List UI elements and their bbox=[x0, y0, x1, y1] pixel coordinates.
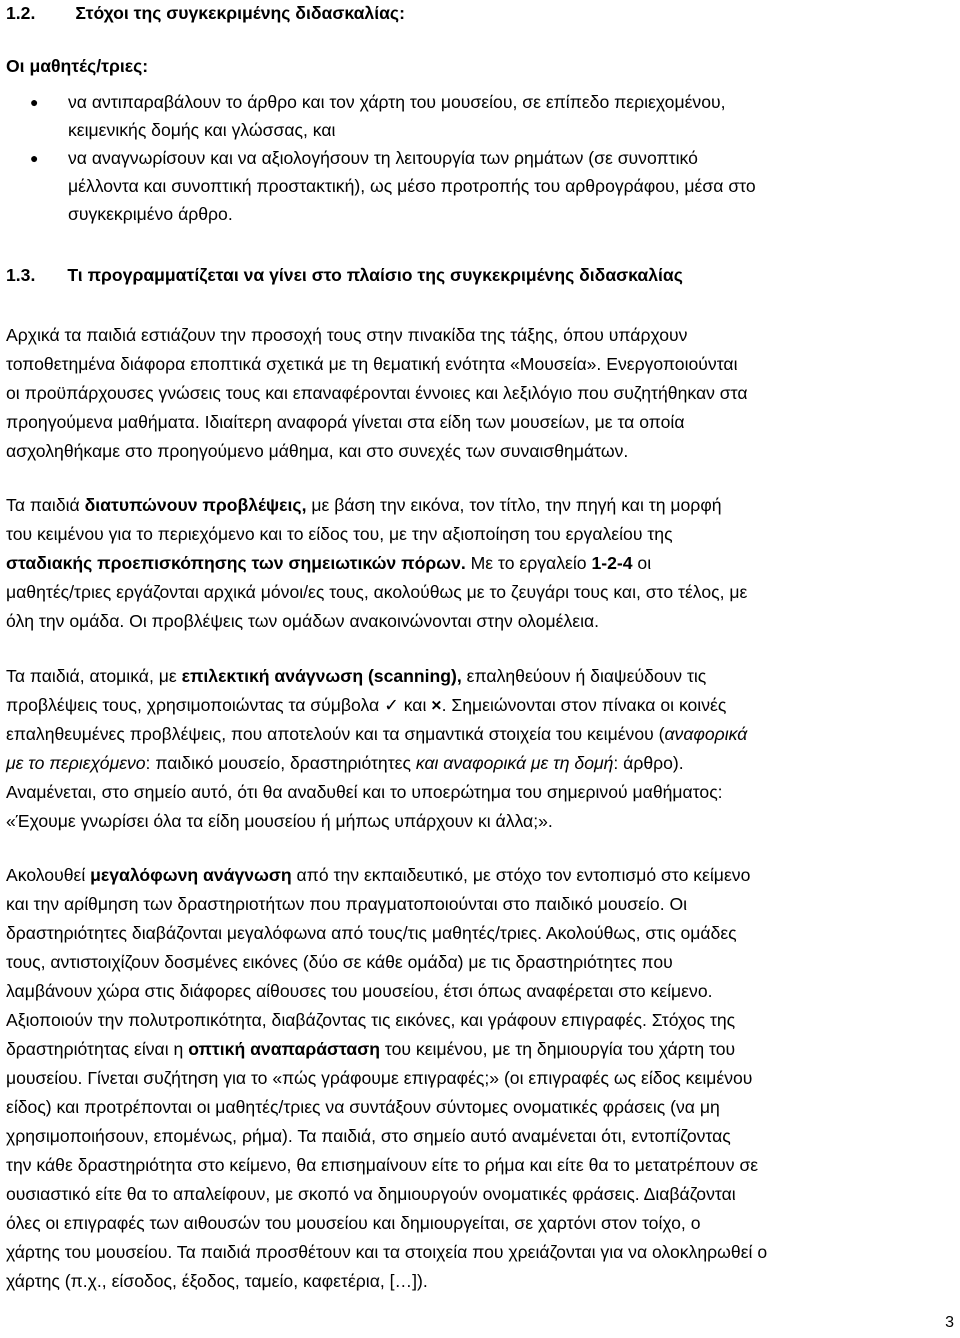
section-title: Τι προγραμματίζεται να γίνει στο πλαίσιο της συγκεκριμένης διδασκαλίας bbox=[67, 265, 683, 285]
paragraph-4-line: είδος) και προτρέπονται οι μαθητές/τριες να συντάξουν σύντομες ονοματικές φράσεις (να μη bbox=[6, 1097, 720, 1117]
section-number: 1.2. bbox=[6, 3, 36, 23]
section-title: Στόχοι της συγκεκριμένης διδασκαλίας: bbox=[75, 3, 405, 23]
paragraph-4-line: δραστηριότητες διαβάζονται μεγαλόφωνα από τους/τις μαθητές/τριες. Ακολούθως, στις ομάδες bbox=[6, 923, 737, 943]
paragraph-4-line: χάρτης (π.χ., είσοδος, έξοδος, ταμείο, καφετέρια, […]). bbox=[6, 1271, 428, 1291]
paragraph-1-line: ασχοληθήκαμε στο προηγούμενο μάθημα, και στο συνεχές των συναισθημάτων. bbox=[6, 441, 629, 461]
paragraph-2-line: σταδιακής προεπισκόπησης των σημειωτικών πόρων. Με το εργαλείο 1-2-4 οι bbox=[6, 553, 652, 573]
learners-label: Οι μαθητές/τριες: bbox=[6, 56, 149, 76]
emphasis: 1-2-4 bbox=[591, 553, 633, 573]
section-number: 1.3. bbox=[6, 265, 36, 285]
paragraph-4-line: Αξιοποιούν την πολυτροπικότητα, διαβάζοντας τις εικόνες, και γράφουν επιγραφές. Στόχος της bbox=[6, 1010, 736, 1030]
bullet-1-line-1: να αντιπαραβάλουν το άρθρο και τον χάρτη του μουσείου, σε επίπεδο περιεχομένου, bbox=[68, 92, 726, 112]
paragraph-1-line: οι προϋπάρχουσες γνώσεις τους και επαναφέρονται έννοιες και λεξιλόγιο που συζητήθηκαν στα bbox=[6, 383, 748, 403]
paragraph-1-line: Αρχικά τα παιδιά εστιάζουν την προσοχή τους στην πινακίδα της τάξης, όπου υπάρχουν bbox=[6, 325, 688, 345]
bullet-icon: ● bbox=[30, 94, 39, 110]
bullet-2-line-2: μέλλοντα και συνοπτική προστακτική), ως μέσο προτροπής του αρθρογράφου, μέσα στο bbox=[68, 176, 756, 196]
emphasis: μεγαλόφωνη ανάγνωση bbox=[90, 865, 292, 885]
bullet-2-line-3: συγκεκριμένο άρθρο. bbox=[68, 204, 233, 224]
paragraph-3-line: επαληθευμένες προβλέψεις, που αποτελούν και τα σημαντικά στοιχεία του κειμένου (αναφορικά bbox=[6, 724, 748, 744]
section-heading-1-3 bbox=[6, 264, 956, 286]
emphasis: σταδιακής προεπισκόπησης των σημειωτικών πόρων. bbox=[6, 553, 466, 573]
paragraph-4-line: χάρτης του μουσείου. Τα παιδιά προσθέτουν και τα στοιχεία που χρειάζονται για να ολοκληρωθεί ο bbox=[6, 1242, 768, 1262]
paragraph-4-line: ουσιαστικό είτε θα το απαλείφουν, με σκοπό να δημιουργούν ονοματικές φράσεις. Διαβάζονται bbox=[6, 1184, 736, 1204]
paragraph-2-line: μαθητές/τριες εργάζονται αρχικά μόνοι/ες τους, ακολούθως με το ζευγάρι τους και, στο τέλος, με bbox=[6, 582, 748, 602]
emphasis: επιλεκτική ανάγνωση (scanning), bbox=[181, 666, 462, 686]
emphasis: με το περιεχόμενο bbox=[6, 753, 146, 773]
paragraph-3-line: με το περιεχόμενο: παιδικό μουσείο, δραστηριότητες και αναφορικά με τη δομή: άρθρο). bbox=[6, 753, 684, 773]
paragraph-3-line: Τα παιδιά, ατομικά, με επιλεκτική ανάγνωση (scanning), επαληθεύουν ή διαψεύδουν τις bbox=[6, 666, 707, 686]
cross-icon: × bbox=[431, 695, 442, 715]
check-icon: ✓ bbox=[384, 695, 399, 715]
emphasis: διατυπώνουν προβλέψεις, bbox=[84, 495, 307, 515]
paragraph-4-line: την κάθε δραστηριότητα στο κείμενο, θα επισημαίνουν είτε το ρήμα και είτε θα το μετατρέπουν σε bbox=[6, 1155, 759, 1175]
emphasis: αναφορικά bbox=[664, 724, 748, 744]
paragraph-4-line: λαμβάνουν χώρα στις διάφορες αίθουσες του μουσείου, έτσι όπως αναφέρεται στο κείμενο. bbox=[6, 981, 713, 1001]
paragraph-2-line: όλη την ομάδα. Οι προβλέψεις των ομάδων ανακοινώνονται στην ολομέλεια. bbox=[6, 611, 600, 631]
paragraph-4-line: όλες οι επιγραφές των αιθουσών του μουσείου και δημιουργείται, σε χαρτόνι στον τοίχο, ο bbox=[6, 1213, 701, 1233]
paragraph-4-line: δραστηριότητας είναι η οπτική αναπαράσταση του κειμένου, με τη δημιουργία του χάρτη του bbox=[6, 1039, 736, 1059]
paragraph-4-line: και την αρίθμηση των δραστηριοτήτων που πραγματοποιούνται στο παιδικό μουσείο. Οι bbox=[6, 894, 688, 914]
bullet-2-line-1: να αναγνωρίσουν και να αξιολογήσουν τη λειτουργία των ρημάτων (σε συνοπτικό bbox=[68, 148, 698, 168]
paragraph-4-line: χρησιμοποιήσουν, επομένως, ρήμα). Τα παιδιά, στο σημείο αυτό αναμένεται ότι, εντοπίζοντας bbox=[6, 1126, 731, 1146]
paragraph-3-line: προβλέψεις τους, χρησιμοποιώντας τα σύμβολα ✓ και ×. Σημειώνονται στον πίνακα οι κοινές bbox=[6, 695, 727, 715]
paragraph-2-line: Τα παιδιά διατυπώνουν προβλέψεις, με βάση την εικόνα, τον τίτλο, την πηγή και τη μορφή bbox=[6, 495, 722, 515]
section-heading-1-2 bbox=[6, 2, 956, 24]
emphasis: και αναφορικά με τη δομή bbox=[415, 753, 614, 773]
paragraph-2-line: του κειμένου για το περιεχόμενο και το είδος του, με την αξιοποίηση του εργαλείου της bbox=[6, 524, 673, 544]
page-number: 3 bbox=[945, 1314, 954, 1331]
paragraph-3-line: Αναμένεται, στο σημείο αυτό, ότι θα αναδυθεί και το υποερώτημα του σημερινού μαθήματος: bbox=[6, 782, 723, 802]
bullet-1-line-2: κειμενικής δομής και γλώσσας, και bbox=[68, 120, 336, 140]
paragraph-1-line: τοποθετημένα διάφορα εποπτικά σχετικά με τη θεματική ενότητα «Μουσεία». Ενεργοποιούνται bbox=[6, 354, 738, 374]
paragraph-1-line: προηγούμενα μαθήματα. Ιδιαίτερη αναφορά γίνεται στα είδη των μουσείων, με τα οποία bbox=[6, 412, 685, 432]
paragraph-4-line: Ακολουθεί μεγαλόφωνη ανάγνωση από την εκπαιδευτικό, με στόχο τον εντοπισμό στο κείμενο bbox=[6, 865, 751, 885]
paragraph-4-line: μουσείου. Γίνεται συζήτηση για το «πώς γράφουμε επιγραφές;» (οι επιγραφές ως είδος κειμένου bbox=[6, 1068, 753, 1088]
bullet-icon: ● bbox=[30, 150, 39, 166]
emphasis: οπτική αναπαράσταση bbox=[188, 1039, 381, 1059]
paragraph-3-line: «Έχουμε γνωρίσει όλα τα είδη μουσείου ή μήπως υπάρχουν κι άλλα;». bbox=[6, 811, 553, 831]
paragraph-4-line: τους, αντιστοιχίζουν δοσμένες εικόνες (δύο σε κάθε ομάδα) με τις δραστηριότητες που bbox=[6, 952, 673, 972]
